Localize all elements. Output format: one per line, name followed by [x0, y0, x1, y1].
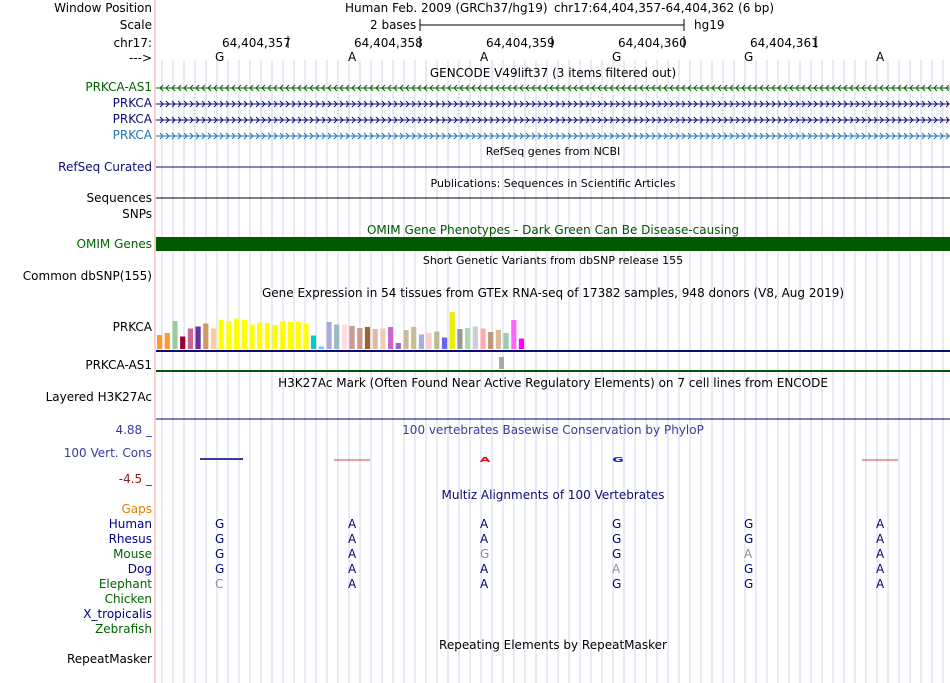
species-label[interactable]: Rhesus: [108, 532, 152, 546]
gtex-bar: [211, 329, 216, 350]
scale-label: Scale: [119, 18, 152, 32]
gtex-bar: [311, 336, 316, 350]
ref-base: G: [744, 50, 754, 64]
gtex-bar: [380, 329, 385, 350]
ref-base: G: [612, 50, 622, 64]
species-label[interactable]: Elephant: [98, 577, 152, 591]
gtex-bar: [280, 321, 285, 349]
aligned-base: A: [348, 577, 357, 591]
phylop-track-title[interactable]: 100 vertebrates Basewise Conservation by PhyloP: [402, 423, 704, 437]
phylop-max-value: 4.88 _: [115, 423, 152, 437]
aligned-base: G: [215, 547, 225, 561]
aligned-base: A: [348, 547, 357, 561]
species-label[interactable]: Human: [108, 517, 152, 531]
gtex-bar: [273, 325, 278, 349]
dbsnp-track-title[interactable]: Short Genetic Variants from dbSNP release 155: [422, 254, 684, 267]
refseq-track-title[interactable]: RefSeq genes from NCBI: [485, 145, 621, 158]
gtex-bar: [411, 327, 416, 349]
aligned-base: A: [876, 532, 885, 546]
phylop-letter: G: [612, 455, 624, 464]
gtex-bar: [504, 333, 509, 349]
gtex-bar: [480, 329, 485, 350]
species-label[interactable]: X_tropicalis: [83, 607, 152, 621]
gtex-bar: [427, 333, 432, 349]
gene-label-prkca[interactable]: PRKCA: [112, 128, 152, 142]
gtex-track-title[interactable]: Gene Expression in 54 tissues from GTEx RNA-seq of 17382 samples, 948 donors (V8, Aug 2019): [261, 286, 845, 300]
gtex-label-prkca[interactable]: PRKCA: [112, 320, 152, 334]
aligned-base: G: [744, 562, 754, 576]
gtex-bar: [450, 312, 455, 349]
chrom-label: chr17:: [113, 36, 152, 50]
pubs-track-title[interactable]: Publications: Sequences in Scientific Articles: [430, 177, 676, 190]
gtex-bar: [203, 324, 208, 350]
omim-label[interactable]: OMIM Genes: [76, 237, 152, 251]
gtex-bar: [234, 319, 239, 350]
gtex-bar: [196, 327, 201, 350]
phylop-min-value: -4.5 _: [118, 472, 152, 486]
strand-label: --->: [128, 51, 152, 65]
gtex-bar: [396, 343, 401, 349]
snps-label[interactable]: SNPs: [122, 207, 152, 221]
aligned-base: G: [612, 577, 622, 591]
aligned-base: G: [612, 547, 622, 561]
ref-base: A: [480, 50, 489, 64]
gaps-label: Gaps: [121, 502, 152, 516]
aligned-base: A: [876, 517, 885, 531]
gtex-bar: [226, 321, 231, 349]
gene-label-prkca-as1[interactable]: PRKCA-AS1: [85, 80, 152, 94]
aligned-base: A: [876, 547, 885, 561]
multiz-track-title[interactable]: Multiz Alignments of 100 Vertebrates: [441, 488, 665, 502]
species-label[interactable]: Chicken: [104, 592, 152, 606]
assembly-name: Human Feb. 2009 (GRCh37/hg19): [345, 1, 548, 15]
gtex-bar: [219, 320, 224, 349]
aligned-base: A: [348, 517, 357, 531]
gencode-track-title[interactable]: GENCODE V49lift37 (3 items filtered out): [429, 66, 677, 80]
h3k27ac-track-title[interactable]: H3K27Ac Mark (Often Found Near Active Regulatory Elements) on 7 cell lines from ENCODE: [278, 376, 828, 390]
aligned-base: A: [348, 562, 357, 576]
gtex-bar: [288, 322, 293, 349]
gtex-bar: [180, 337, 185, 350]
gtex-bar: [419, 335, 424, 350]
gtex-bar: [465, 328, 470, 349]
gtex-bar: [342, 325, 347, 350]
ruler-tick-label: 64,404,357: [222, 36, 291, 50]
gene-label-prkca[interactable]: PRKCA: [112, 96, 152, 110]
gtex-bar: [265, 323, 270, 349]
gtex-bar: [157, 335, 162, 349]
gtex-bar: [442, 338, 447, 350]
gtex-bar: [496, 330, 501, 349]
gtex-bar: [388, 327, 393, 349]
gtex-bar: [326, 322, 331, 349]
species-label[interactable]: Dog: [127, 562, 152, 576]
aligned-base: G: [744, 517, 754, 531]
ruler-tick-label: 64,404,358: [354, 36, 423, 50]
aligned-base: A: [480, 562, 489, 576]
aligned-base: G: [480, 547, 490, 561]
phylop-letter: A: [479, 455, 491, 464]
aligned-base: A: [744, 547, 753, 561]
h3k27ac-label[interactable]: Layered H3K27Ac: [45, 390, 152, 404]
gtex-bar: [488, 332, 493, 349]
ruler-tick-label: 64,404,359: [486, 36, 555, 50]
aligned-base: A: [480, 517, 489, 531]
aligned-base: G: [744, 577, 754, 591]
ref-base: A: [348, 50, 357, 64]
gtex-bar: [511, 320, 516, 349]
ref-base: G: [215, 50, 225, 64]
aligned-base: G: [215, 532, 225, 546]
gtex-bar: [403, 330, 408, 349]
gene-label-prkca[interactable]: PRKCA: [112, 112, 152, 126]
aligned-base: A: [480, 577, 489, 591]
gtex-bar: [249, 325, 254, 350]
aligned-base: C: [215, 577, 224, 591]
omim-track-title[interactable]: OMIM Gene Phenotypes - Dark Green Can Be Disease-causing: [366, 223, 740, 237]
aligned-base: A: [876, 577, 885, 591]
aligned-base: G: [612, 517, 622, 531]
omim-bar: [156, 237, 950, 251]
gtex-bar: [457, 329, 462, 349]
phylop-label[interactable]: 100 Vert. Cons: [63, 446, 152, 460]
scale-text: 2 bases: [370, 18, 417, 32]
gtex-bar: [188, 329, 193, 350]
ruler-tick-label: 64,404,361: [750, 36, 819, 50]
aligned-base: A: [480, 532, 489, 546]
gtex-bar: [373, 329, 378, 349]
gtex-label-prkca-as1[interactable]: PRKCA-AS1: [85, 358, 152, 372]
aligned-base: A: [348, 532, 357, 546]
aligned-base: A: [876, 562, 885, 576]
gtex-bar: [319, 347, 324, 350]
gtex-bar: [365, 327, 370, 349]
species-label[interactable]: Zebrafish: [95, 622, 152, 636]
repeatmasker-label[interactable]: RepeatMasker: [66, 652, 152, 666]
gtex-bar: [257, 323, 262, 350]
dbsnp-label[interactable]: Common dbSNP(155): [22, 269, 152, 283]
scale-db: hg19: [694, 18, 725, 32]
gtex-bar: [350, 326, 355, 349]
gtex-bar: [473, 327, 478, 350]
gtex-bar: [165, 333, 170, 349]
gtex-bar: [519, 339, 524, 350]
refseq-label[interactable]: RefSeq Curated: [58, 160, 152, 174]
aligned-base: G: [215, 517, 225, 531]
gtex-bar: [434, 332, 439, 350]
gtex-bar: [242, 320, 247, 349]
aligned-base: A: [612, 562, 621, 576]
gtex-bar: [303, 324, 308, 349]
species-label[interactable]: Mouse: [113, 547, 152, 561]
ref-base: A: [876, 50, 885, 64]
aligned-base: G: [215, 562, 225, 576]
aligned-base: G: [744, 532, 754, 546]
window-position-label: Window Position: [54, 1, 152, 15]
aligned-base: G: [612, 532, 622, 546]
gtex-bar: [296, 322, 301, 350]
gtex-bar: [172, 321, 177, 349]
gtex-bar: [334, 325, 339, 350]
repeatmasker-track-title[interactable]: Repeating Elements by RepeatMasker: [439, 638, 667, 652]
gtex-as1-bar: [499, 357, 504, 369]
window-position-value[interactable]: chr17:64,404,357-64,404,362 (6 bp): [554, 1, 775, 15]
ruler-tick-label: 64,404,360: [618, 36, 687, 50]
sequences-label[interactable]: Sequences: [86, 191, 152, 205]
gtex-bar: [357, 328, 362, 349]
